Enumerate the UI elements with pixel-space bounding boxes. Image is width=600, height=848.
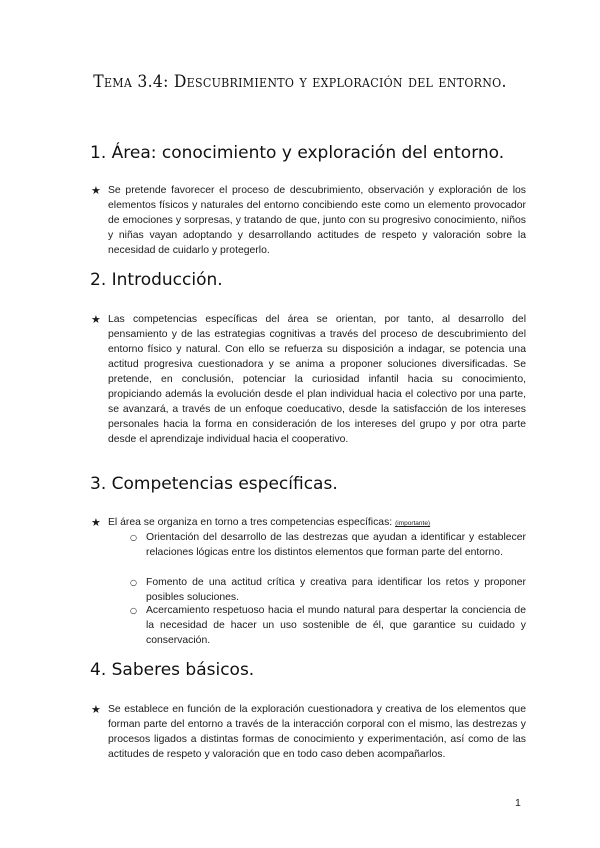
star-bullet-icon: ★ [91, 703, 101, 716]
section-4-heading: 4. Saberes básicos. [90, 660, 255, 680]
circle-bullet-icon: ○ [130, 533, 137, 542]
section-1-heading: 1. Área: conocimiento y exploración del entorno. [90, 143, 505, 163]
important-note: (importante) [395, 520, 431, 527]
section-3-heading: 3. Competencias específicas. [90, 474, 338, 494]
competency-item-3: Acercamiento respetuoso hacia el mundo natural para despertar la conciencia de la necesidad de hacer un uso sostenible de él, que garantice su cuidado y conservación. [146, 605, 526, 646]
section-3-paragraph [108, 515, 526, 531]
section-1-paragraph: Se pretende favorecer el proceso de descubrimiento, observación y exploración de los elementos físicos y naturales del entorno concibiendo este como un elemento provocador de emociones y sorpresas, y tratando de que, junto con su progresivo conocimiento, niños y niñas vayan adoptando y desarrollando actitudes de respeto y valoración sobre la necesidad de cuidarlo y protegerlo. [108, 185, 526, 256]
document-title: Tema 3.4: Descubrimiento y exploración del entorno. [93, 72, 507, 92]
section-2-heading: 2. Introducción. [90, 270, 223, 290]
star-bullet-icon: ★ [91, 313, 101, 326]
circle-bullet-icon: ○ [130, 578, 137, 587]
competency-item-1: Orientación del desarrollo de las destrezas que ayudan a identificar y establecer relaciones lógicas entre los distintos elementos que forman parte del entorno. [146, 532, 526, 558]
star-bullet-icon: ★ [91, 516, 101, 529]
competency-item-2: Fomento de una actitud crítica y creativa para identificar los retos y proponer posibles soluciones. [146, 577, 526, 603]
section-2-paragraph: Las competencias específicas del área se orientan, por tanto, al desarrollo del pensamiento y de las estrategias cognitivas a través del proceso de descubrimiento del entorno físico y natural. Con ello se refuerza su disposición a indagar, se potencia una actitud progresiva cuestionadora y se anima a proponer soluciones diversificadas. Se pretende, en conclusión, potenciar la curiosidad infantil hacia su conocimiento, propiciando además la evolución desde el plan individual hacia el colectivo por una parte, se avanzará, a través de un enfoque coeducativo, desde la satisfacción de los intereses personales hacia la forma en consideración de los intereses del grupo y por otra parte desde el aprendizaje individual hacia el cooperativo. [108, 314, 526, 445]
section-4-paragraph: Se establece en función de la exploración cuestionadora y creativa de los elementos que forman parte del entorno a través de la interacción corporal con el mismo, las destrezas y procesos ligados a distintas formas de conocimiento y experimentación, así como de las actitudes de respeto y valoración que en todo caso deben acompañarlos. [108, 704, 526, 760]
section-3-intro: El área se organiza en torno a tres competencias específicas: [108, 517, 393, 528]
page-number: 1 [515, 797, 521, 809]
star-bullet-icon: ★ [91, 184, 101, 197]
circle-bullet-icon: ○ [130, 606, 137, 615]
